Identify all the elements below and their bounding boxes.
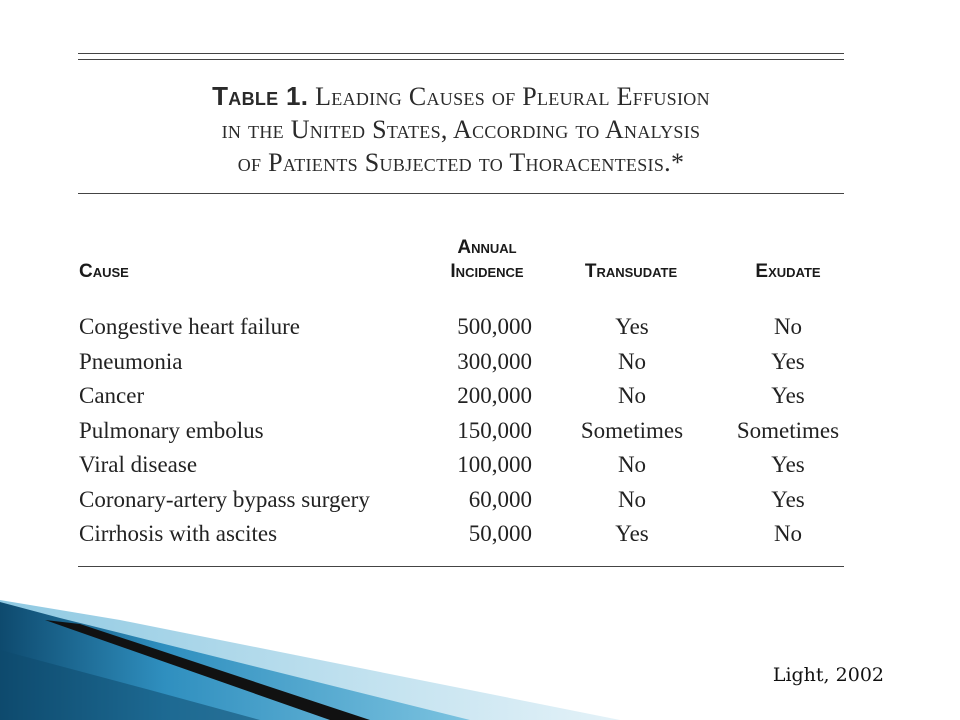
top-rule-2: [78, 59, 844, 60]
title-line-2: [78, 113, 844, 146]
cell-cause: Cancer: [79, 383, 145, 408]
cell-exudate: Yes: [771, 383, 805, 408]
cell-transudate: Yes: [615, 314, 649, 339]
cell-cause: Pulmonary embolus: [79, 417, 264, 443]
table-row: [78, 483, 844, 518]
title-text-3: of Patients Subjected to Thoracentesis.*: [237, 148, 685, 177]
table-row: [78, 517, 844, 552]
citation: Light, 2002: [772, 664, 884, 686]
cell-incidence: 300,000: [457, 348, 532, 374]
top-rule-1: [78, 53, 844, 54]
cell-exudate: Yes: [771, 452, 805, 477]
cell-incidence: 100,000: [457, 452, 532, 477]
header-incidence-line-2: Incidence: [450, 261, 524, 282]
table-title: [78, 80, 844, 179]
cell-exudate: Yes: [771, 486, 805, 512]
cell-transudate: Sometimes: [580, 417, 684, 443]
cell-incidence: 60,000: [468, 486, 532, 512]
cell-transudate: Yes: [615, 521, 649, 546]
cell-transudate: No: [617, 383, 647, 408]
header-incidence-line-1: Annual: [457, 237, 517, 258]
table-row: [78, 448, 844, 483]
bottom-rule: [78, 566, 844, 567]
cell-exudate: No: [773, 314, 803, 339]
decorative-swoosh: [0, 580, 960, 720]
header-exudate: Exudate: [755, 261, 821, 282]
table-row: [78, 379, 844, 414]
header-transudate: Transudate: [584, 261, 678, 282]
title-rule: [78, 193, 844, 194]
cell-incidence: 500,000: [457, 314, 532, 339]
cell-exudate: Sometimes: [736, 417, 840, 443]
cell-cause: Coronary-artery bypass surgery: [79, 486, 370, 512]
cell-exudate: Yes: [771, 348, 805, 374]
cell-exudate: No: [773, 521, 803, 546]
cell-incidence: 150,000: [457, 417, 532, 443]
table-row: [78, 310, 844, 345]
title-text-2: in the United States, According to Analysis: [221, 115, 701, 144]
header-annual-incidence: [438, 236, 536, 284]
title-line-3: [78, 146, 844, 179]
cell-transudate: No: [617, 452, 647, 477]
cell-cause: Viral disease: [79, 452, 198, 477]
cell-cause: Congestive heart failure: [79, 314, 300, 339]
cell-incidence: 200,000: [457, 383, 532, 408]
title-lead: Table 1.: [212, 81, 309, 111]
cell-transudate: No: [617, 348, 647, 374]
cell-cause: Pneumonia: [79, 348, 183, 374]
table-body: [78, 310, 844, 552]
cell-transudate: No: [617, 486, 647, 512]
table-row: [78, 414, 844, 449]
table-row: [78, 345, 844, 380]
title-text-1: Leading Causes of Pleural Effusion: [308, 82, 710, 111]
header-cause: Cause: [79, 261, 129, 282]
cell-cause: Cirrhosis with ascites: [79, 521, 278, 546]
title-line-1: [78, 80, 844, 113]
cell-incidence: 50,000: [468, 521, 532, 546]
